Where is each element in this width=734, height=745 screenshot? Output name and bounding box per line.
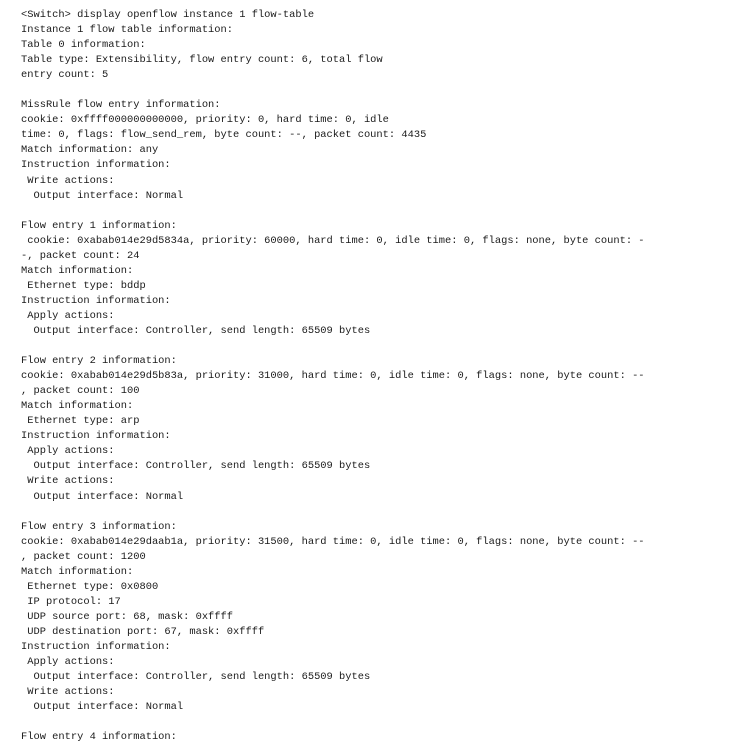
terminal-line: Write actions: bbox=[21, 686, 115, 699]
terminal-line: UDP destination port: 67, mask: 0xffff bbox=[21, 625, 265, 638]
terminal-line: cookie: 0xabab014e29d5834a, priority: 60000, hard time: 0, idle time: 0, flags: none, byte count: - bbox=[21, 234, 645, 247]
terminal-output bbox=[21, 8, 721, 745]
terminal-line: Instruction information: bbox=[21, 294, 171, 307]
terminal-line: Ethernet type: 0x0800 bbox=[21, 580, 159, 593]
terminal-line: Flow entry 1 information: bbox=[21, 219, 177, 232]
terminal-line: Apply actions: bbox=[21, 445, 115, 458]
terminal-line: Output interface: Controller, send length: 65509 bytes bbox=[21, 460, 371, 473]
terminal-line: cookie: 0xabab014e29daab1a, priority: 31500, hard time: 0, idle time: 0, flags: none, byte count: -- bbox=[21, 535, 645, 548]
terminal-line: time: 0, flags: flow_send_rem, byte count: --, packet count: 4435 bbox=[21, 129, 427, 142]
terminal-line: Flow entry 4 information: bbox=[21, 731, 177, 744]
terminal-line: Match information: bbox=[21, 400, 134, 413]
terminal-line: IP protocol: 17 bbox=[21, 595, 121, 608]
terminal-line: Apply actions: bbox=[21, 309, 115, 322]
terminal-line: Output interface: Controller, send length: 65509 bytes bbox=[21, 671, 371, 684]
terminal-line: Write actions: bbox=[21, 475, 115, 488]
terminal-blank-line bbox=[21, 715, 721, 730]
terminal-blank-line bbox=[21, 83, 721, 98]
terminal-line: Ethernet type: bddp bbox=[21, 279, 146, 292]
terminal-line: cookie: 0xabab014e29d5b83a, priority: 31000, hard time: 0, idle time: 0, flags: none, byte count: -- bbox=[21, 370, 645, 383]
terminal-line: Instruction information: bbox=[21, 430, 171, 443]
terminal-line: UDP source port: 68, mask: 0xffff bbox=[21, 610, 234, 623]
terminal-blank-line bbox=[21, 505, 721, 520]
terminal-line: Output interface: Normal bbox=[21, 490, 184, 503]
terminal-line: Ethernet type: arp bbox=[21, 415, 140, 428]
terminal-line: cookie: 0xffff000000000000, priority: 0, hard time: 0, idle bbox=[21, 114, 389, 127]
terminal-line: , packet count: 100 bbox=[21, 385, 140, 398]
terminal-line: Match information: bbox=[21, 565, 134, 578]
terminal-line: Instruction information: bbox=[21, 159, 171, 172]
terminal-line: Write actions: bbox=[21, 174, 115, 187]
terminal-line: Apply actions: bbox=[21, 656, 115, 669]
terminal-line: Flow entry 3 information: bbox=[21, 520, 177, 533]
terminal-blank-line bbox=[21, 339, 721, 354]
terminal-blank-line bbox=[21, 204, 721, 219]
terminal-line: Output interface: Normal bbox=[21, 701, 184, 714]
terminal-line: MissRule flow entry information: bbox=[21, 99, 221, 112]
terminal-line: Match information: any bbox=[21, 144, 159, 157]
terminal-line: Flow entry 2 information: bbox=[21, 355, 177, 368]
terminal-line: <Switch> display openflow instance 1 flow-table bbox=[21, 9, 315, 21]
terminal-line: Output interface: Normal bbox=[21, 189, 184, 202]
terminal-line: , packet count: 1200 bbox=[21, 550, 146, 563]
terminal-line: Table type: Extensibility, flow entry count: 6, total flow bbox=[21, 54, 383, 67]
terminal-line: Output interface: Controller, send length: 65509 bytes bbox=[21, 324, 371, 337]
terminal-line: Match information: bbox=[21, 264, 134, 277]
terminal-line: Instruction information: bbox=[21, 640, 171, 653]
terminal-line: Instance 1 flow table information: bbox=[21, 24, 234, 37]
terminal-line: Table 0 information: bbox=[21, 39, 146, 52]
terminal-line: entry count: 5 bbox=[21, 69, 109, 82]
terminal-line: -, packet count: 24 bbox=[21, 249, 140, 262]
